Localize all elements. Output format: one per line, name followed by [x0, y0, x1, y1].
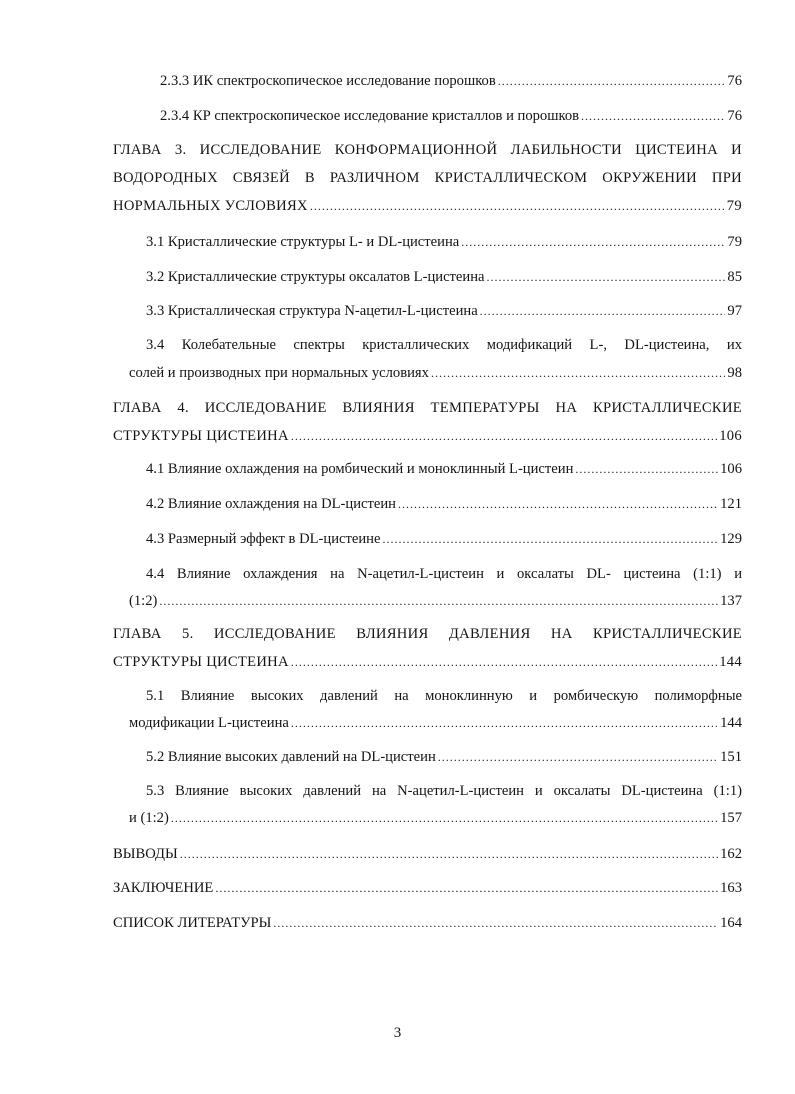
leader-dots [310, 195, 725, 217]
toc-entry-4-4[interactable]: (1:2) ..... 137 [129, 590, 742, 612]
toc-entry-5-3-line-1[interactable]: 5.3 Влияние высоких давлений на N-ацетил-L-цистеин и оксалаты DL-цистеина (1:1) [146, 783, 742, 799]
toc-entry-3-4-line-1[interactable]: 3.4 Колебательные спектры кристаллических модификаций L-, DL-цистеина, их [146, 337, 742, 353]
toc-entry-4-3[interactable]: 4.3 Размерный эффект в DL-цистеине ..... 129 [146, 528, 742, 550]
toc-references[interactable]: СПИСОК ЛИТЕРАТУРЫ ..... 164 [113, 912, 742, 934]
toc-entry-3-4[interactable]: солей и производных при нормальных условиях ..... 98 [129, 362, 742, 384]
toc-chapter-5-line-1[interactable]: ГЛАВА 5. ИССЛЕДОВАНИЕ ВЛИЯНИЯ ДАВЛЕНИЯ НА КРИСТАЛЛИЧЕСКИЕ [113, 626, 742, 642]
toc-chapter-3-line-1[interactable]: ГЛАВА 3. ИССЛЕДОВАНИЕ КОНФОРМАЦИОННОЙ ЛАБИЛЬНОСТИ ЦИСТЕИНА И [113, 142, 742, 158]
leader-dots [575, 458, 718, 480]
leader-dots [461, 231, 725, 253]
toc-summary[interactable]: ЗАКЛЮЧЕНИЕ ..... 163 [113, 877, 742, 899]
leader-dots [487, 266, 726, 288]
toc-chapter-3-line-2[interactable]: ВОДОРОДНЫХ СВЯЗЕЙ В РАЗЛИЧНОМ КРИСТАЛЛИЧЕСКОМ ОКРУЖЕНИИ ПРИ [113, 170, 742, 186]
leader-dots [480, 300, 726, 322]
leader-dots [382, 528, 718, 550]
leader-dots [215, 877, 718, 899]
toc-entry-5-2[interactable]: 5.2 Влияние высоких давлений на DL-цистеин ..... 151 [146, 746, 742, 768]
toc-entry-5-3[interactable]: и (1:2) ..... 157 [129, 807, 742, 829]
toc-conclusions[interactable]: ВЫВОДЫ ..... 162 [113, 843, 742, 865]
toc-entry-3-1[interactable]: 3.1 Кристаллические структуры L- и DL-цистеина ..... 79 [146, 231, 742, 253]
toc-entry-2-3-3[interactable]: 2.3.3 ИК спектроскопическое исследование порошков ..... 76 [160, 70, 742, 92]
page-number: 3 [393, 1025, 402, 1041]
leader-dots [180, 843, 718, 865]
leader-dots [291, 425, 717, 447]
toc-entry-4-4-line-1[interactable]: 4.4 Влияние охлаждения на N-ацетил-L-цистеин и оксалаты DL- цистеина (1:1) и [146, 566, 742, 582]
leader-dots [291, 712, 718, 734]
leader-dots [398, 493, 718, 515]
toc-entry-3-3[interactable]: 3.3 Кристаллическая структура N-ацетил-L-цистеина ..... 97 [146, 300, 742, 322]
toc-chapter-4[interactable]: СТРУКТУРЫ ЦИСТЕИНА ..... 106 [113, 425, 742, 447]
toc-entry-5-1[interactable]: модификации L-цистеина ..... 144 [129, 712, 742, 734]
leader-dots [438, 746, 718, 768]
leader-dots [159, 590, 718, 612]
toc-chapter-4-line-1[interactable]: ГЛАВА 4. ИССЛЕДОВАНИЕ ВЛИЯНИЯ ТЕМПЕРАТУРЫ НА КРИСТАЛЛИЧЕСКИЕ [113, 400, 742, 416]
toc-chapter-5[interactable]: СТРУКТУРЫ ЦИСТЕИНА ..... 144 [113, 651, 742, 673]
toc-entry-5-1-line-1[interactable]: 5.1 Влияние высоких давлений на моноклинную и ромбическую полиморфные [146, 688, 742, 704]
toc-chapter-3[interactable]: НОРМАЛЬНЫХ УСЛОВИЯХ ..... 79 [113, 195, 742, 217]
toc-entry-2-3-4[interactable]: 2.3.4 КР спектроскопическое исследование кристаллов и порошков ..... 76 [160, 105, 742, 127]
leader-dots [171, 807, 718, 829]
leader-dots [498, 70, 726, 92]
leader-dots [431, 362, 725, 384]
leader-dots [273, 912, 718, 934]
leader-dots [581, 105, 725, 127]
leader-dots [291, 651, 717, 673]
toc-entry-4-2[interactable]: 4.2 Влияние охлаждения на DL-цистеин ..... 121 [146, 493, 742, 515]
toc-entry-3-2[interactable]: 3.2 Кристаллические структуры оксалатов L-цистеина ..... 85 [146, 266, 742, 288]
toc-entry-4-1[interactable]: 4.1 Влияние охлаждения на ромбический и моноклинный L-цистеин ..... 106 [146, 458, 742, 480]
